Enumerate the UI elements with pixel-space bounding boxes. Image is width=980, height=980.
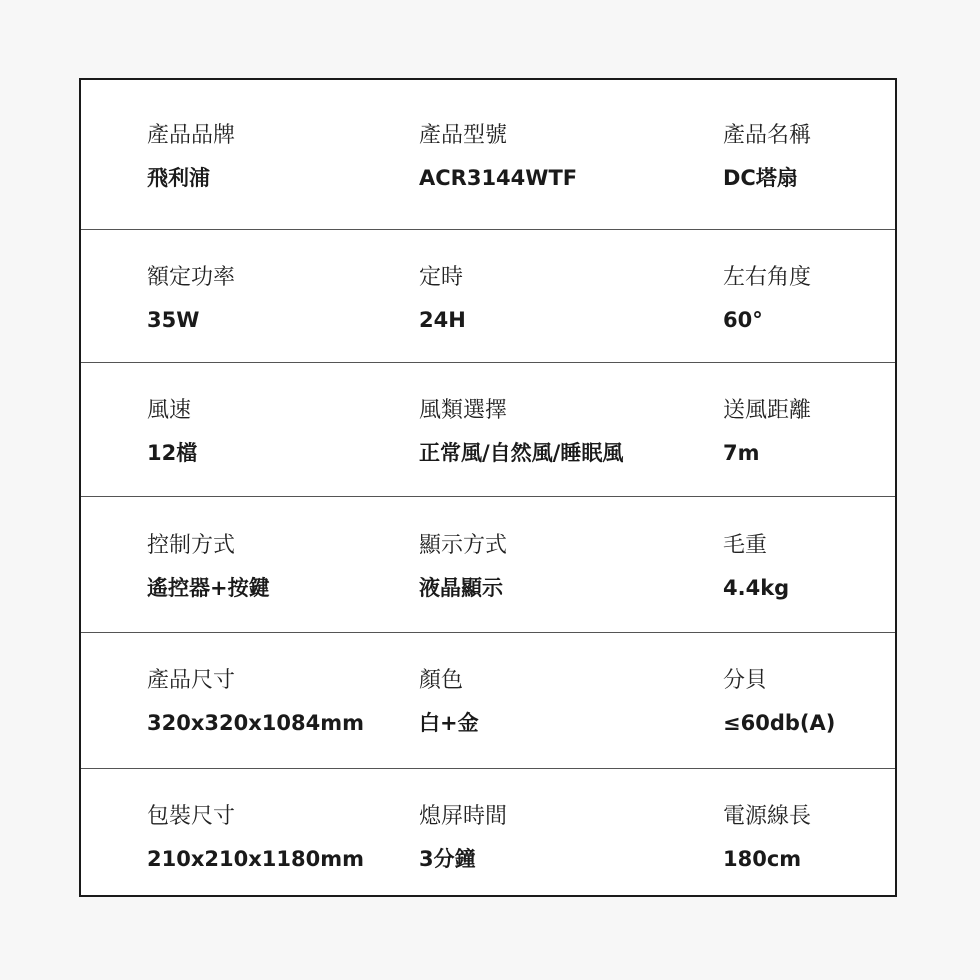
spec-value: 180cm bbox=[723, 847, 802, 871]
spec-value: 35W bbox=[147, 308, 200, 332]
spec-value: DC塔扇 bbox=[723, 166, 798, 190]
spec-label: 控制方式 bbox=[147, 533, 236, 558]
spec-value: ≤60db(A) bbox=[723, 711, 836, 735]
spec-label: 產品型號 bbox=[419, 123, 508, 148]
spec-value: 210x210x1180mm bbox=[147, 847, 364, 871]
spec-row-package bbox=[81, 769, 895, 895]
spec-label: 產品名稱 bbox=[723, 123, 812, 148]
spec-label: 送風距離 bbox=[723, 398, 812, 423]
spec-label: 包裝尺寸 bbox=[147, 804, 236, 829]
spec-value: 3分鐘 bbox=[419, 847, 476, 871]
spec-value: 4.4kg bbox=[723, 576, 790, 600]
spec-row-brand bbox=[81, 80, 895, 230]
spec-label: 定時 bbox=[419, 265, 464, 290]
spec-value: 320x320x1084mm bbox=[147, 711, 364, 735]
spec-value: 24H bbox=[419, 308, 466, 332]
spec-row-wind bbox=[81, 363, 895, 497]
spec-label: 左右角度 bbox=[723, 265, 812, 290]
spec-label: 顯示方式 bbox=[419, 533, 508, 558]
spec-value: 液晶顯示 bbox=[419, 576, 503, 600]
spec-value: 白+金 bbox=[419, 711, 479, 735]
spec-label: 熄屏時間 bbox=[419, 804, 508, 829]
spec-row-size bbox=[81, 633, 895, 769]
spec-value: 12檔 bbox=[147, 441, 198, 465]
spec-label: 顏色 bbox=[419, 668, 464, 693]
spec-label: 分貝 bbox=[723, 668, 768, 693]
spec-value: ACR3144WTF bbox=[419, 166, 578, 190]
spec-label: 額定功率 bbox=[147, 265, 236, 290]
spec-label: 毛重 bbox=[723, 533, 768, 558]
spec-label: 產品品牌 bbox=[147, 123, 236, 148]
spec-value: 正常風/自然風/睡眠風 bbox=[419, 441, 624, 465]
spec-label: 風類選擇 bbox=[419, 398, 508, 423]
spec-label: 電源線長 bbox=[723, 804, 812, 829]
spec-value: 7m bbox=[723, 441, 760, 465]
spec-row-power bbox=[81, 230, 895, 363]
spec-label: 產品尺寸 bbox=[147, 668, 236, 693]
spec-value: 飛利浦 bbox=[147, 166, 210, 190]
spec-row-control bbox=[81, 497, 895, 633]
spec-value: 60° bbox=[723, 308, 763, 332]
spec-table bbox=[79, 78, 897, 897]
spec-value: 遙控器+按鍵 bbox=[147, 576, 270, 600]
spec-label: 風速 bbox=[147, 398, 192, 423]
